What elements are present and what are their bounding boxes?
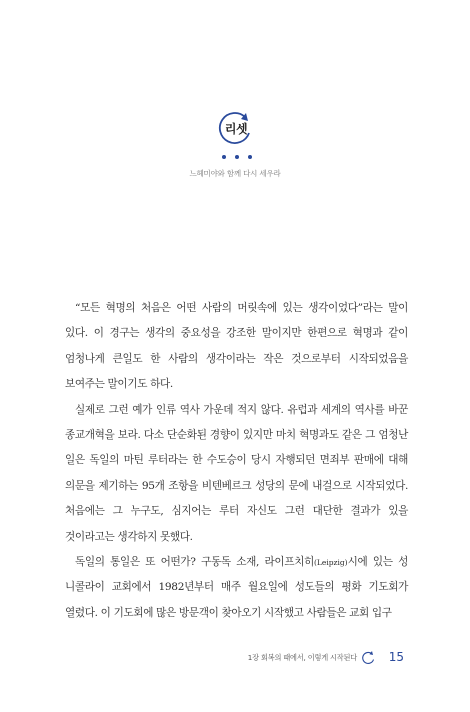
refresh-arrow-icon [361,651,375,665]
book-logo [218,111,254,147]
page-footer [230,649,410,669]
paragraph-text: 시에 있는 성 니콜라이 교회에서 1982년부터 매주 월요일에 성도들의 평화 기도회가 열렸다. 이 기도회에 많은 방문객이 찾아오기 시작했고 사람들은 교회 입구 [65,556,409,619]
decorative-dots [222,155,252,161]
paragraph: “모든 혁명의 처음은 어떤 사람의 머릿속에 있는 생각이었다”라는 말이 있다. 이 경구는 생각의 중요성을 강조한 말이지만 한편으로 혁명과 같이 엄청나게 큰일도 한 사람의 생각이라는 작은 것으로부터 시작되었음을 보여주는 말이기도 하다. [65,302,408,391]
logo-text: 리셋 [224,122,248,136]
dot-icon [235,155,239,159]
page-number: 15 [388,650,404,664]
body-text [65,296,408,626]
dot-icon [222,155,226,159]
book-subtitle: 느헤미야와 함께 다시 세우라 [189,169,281,178]
paragraph: 실제로 그런 예가 인류 역사 가운데 적지 않다. 유럽과 세계의 역사를 바꾼 종교개혁을 보라. 다소 단순화된 경향이 있지만 마치 혁명과도 같은 그 엄청난 일은 독일의 마틴 루터라는 한 수도승이 당시 자행되던 면죄부 판매에 대해 의문을 제기하는 95개 조항을 비텐베르크 성당의 문에 내걸으로 시작되었다. 처음에는 그 누구도, 심지어는 루터 자신도 그런 대단한 결과가 있을 것이라고는 생각하지 못했다. [65,403,408,543]
chapter-title: 1장 회복의 때에서, 이렇게 시작된다 [247,653,357,662]
latin-annotation: (Leipzig) [313,558,348,568]
paragraph-text: 독일의 통일은 또 어떤가? 구동독 소재, 라이프치히 [75,556,314,569]
paragraph [65,550,408,626]
dot-icon [248,155,252,159]
